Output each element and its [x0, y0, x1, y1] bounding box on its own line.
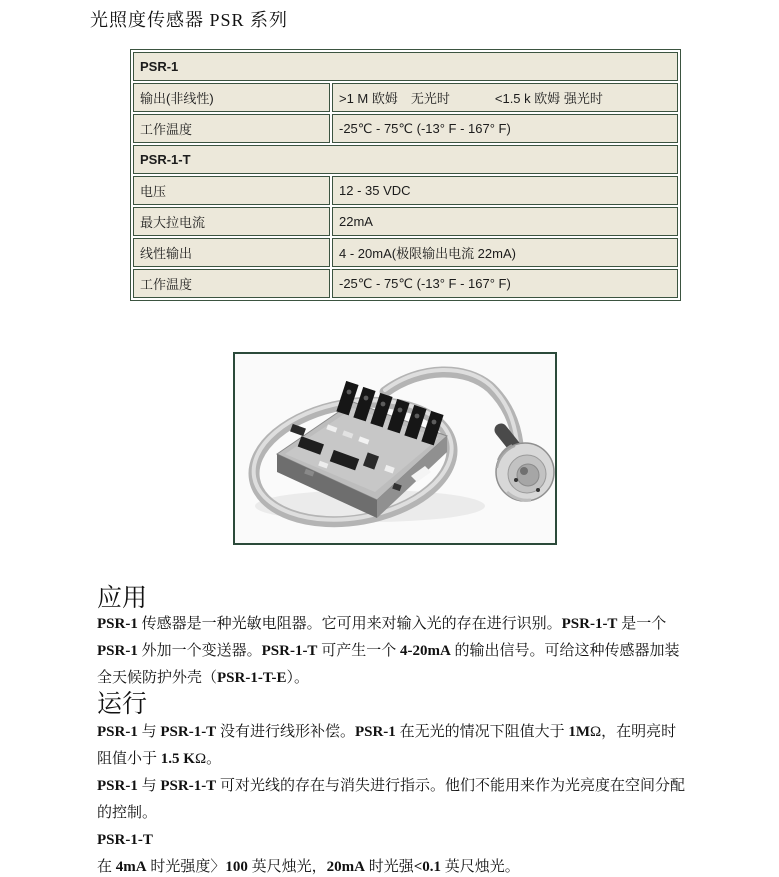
spec-table-container — [130, 49, 681, 301]
paragraph: PSR-1 与 PSR-1-T 可对光线的存在与消失进行指示。他们不能用来作为光亮度在空间分配的控制。 — [97, 778, 685, 821]
spec-value — [332, 83, 678, 112]
spec-value: 4 - 20mA(极限输出电流 22mA) — [332, 238, 678, 267]
application-text — [97, 611, 691, 692]
page-title: 光照度传感器 PSR 系列 — [90, 10, 289, 30]
section-header-psr1: PSR-1 — [133, 52, 678, 81]
spec-value: 12 - 35 VDC — [332, 176, 678, 205]
table-row — [133, 238, 678, 267]
spec-value: -25℃ - 75℃ (-13° F - 167° F) — [332, 114, 678, 143]
spec-label: 最大拉电流 — [133, 207, 330, 236]
product-photo-frame — [233, 352, 557, 545]
spec-value-bright: <1.5 k 欧姆 强光时 — [494, 91, 603, 106]
section-header-psr1t: PSR-1-T — [133, 145, 678, 174]
table-section-header-row — [133, 145, 678, 174]
paragraph: PSR-1 传感器是一种光敏电阻器。它可用来对输入光的存在进行识别。PSR-1-T 是一个 PSR-1 外加一个变送器。PSR-1-T 可产生一个 4-20mA 的输出信号。可给这种传感器加装全天候防护外壳（PSR-1-T-E）。 — [97, 616, 680, 686]
section-heading-application: 应用 — [97, 585, 148, 612]
table-row — [133, 269, 678, 298]
operation-text — [97, 719, 691, 877]
table-row — [133, 83, 678, 112]
paragraph: PSR-1 与 PSR-1-T 没有进行线形补偿。PSR-1 在无光的情况下阻值大于 1MΩ，在明亮时阻值小于 1.5 KΩ。 — [97, 724, 677, 767]
table-row — [133, 114, 678, 143]
spec-table — [130, 49, 681, 301]
section-heading-operation: 运行 — [97, 691, 148, 718]
paragraph: PSR-1-T — [97, 832, 153, 848]
spec-label: 输出(非线性) — [133, 83, 330, 112]
spec-label: 工作温度 — [133, 114, 330, 143]
table-row — [133, 207, 678, 236]
product-photo — [235, 354, 555, 543]
spec-value: -25℃ - 75℃ (-13° F - 167° F) — [332, 269, 678, 298]
spec-value: 22mA — [332, 207, 678, 236]
paragraph: 在 4mA 时光强度〉100 英尺烛光，20mA 时光强<0.1 英尺烛光。 — [97, 859, 520, 875]
table-row — [133, 176, 678, 205]
spec-value-dark: >1 M 欧姆 无光时 — [339, 91, 450, 106]
spec-label: 电压 — [133, 176, 330, 205]
spec-label: 工作温度 — [133, 269, 330, 298]
spec-label: 线性输出 — [133, 238, 330, 267]
table-section-header-row — [133, 52, 678, 81]
